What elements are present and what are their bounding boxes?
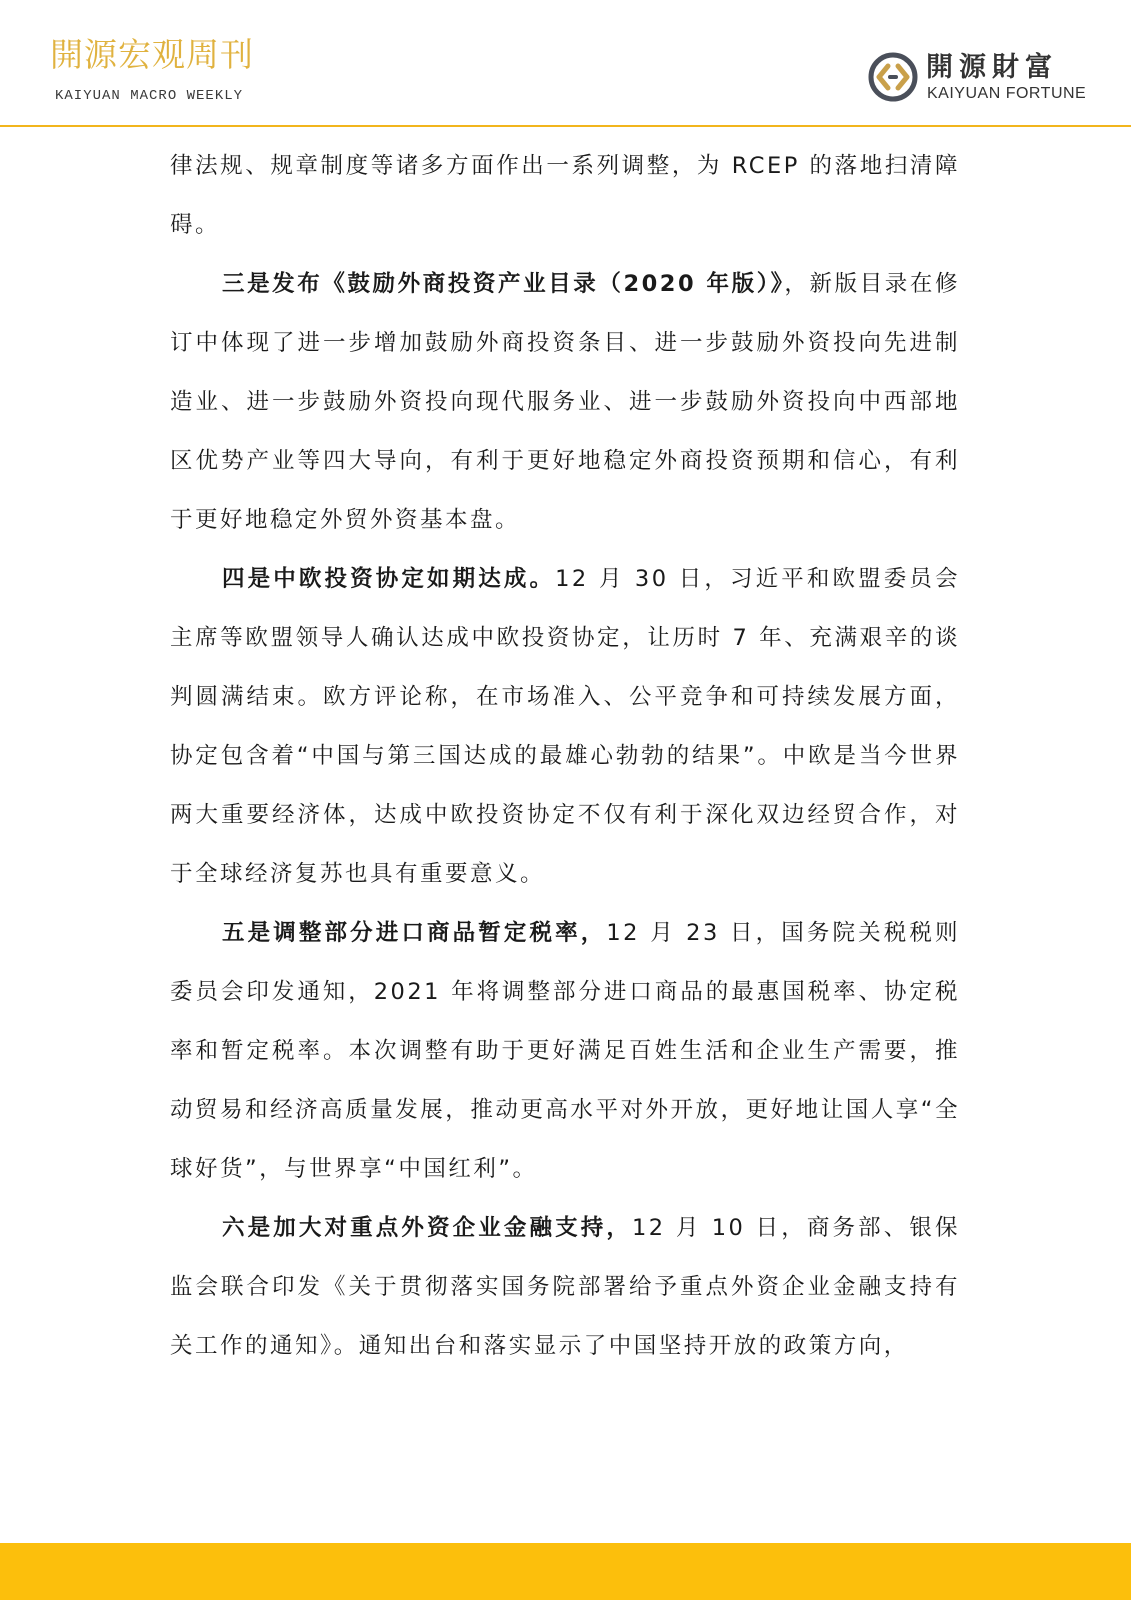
article-body <box>170 137 960 1376</box>
paragraph-text: ，新版目录在修订中体现了进一步增加鼓励外商投资条目、进一步鼓励外资投向先进制造业、进一步鼓励外资投向现代服务业、进一步鼓励外资投向中西部地区优势产业等四大导向，有利于更好地稳定外商投资预期和信心，有利于更好地稳定外贸外资基本盘。 <box>170 271 960 533</box>
logo-name-en: KAIYUAN FORTUNE <box>927 85 1087 102</box>
logo-name-cn: 開源財富 <box>926 52 1058 83</box>
paragraph-text: 12 月 10 日，商务部、银保监会联合印发《关于贯彻落实国务院部署给予重点外资企业金融支持有关工作的通知》。通知出台和落实显示了中国坚持开放的政策方向， <box>170 1215 960 1359</box>
paragraph-lead: 五是调整部分进口商品暂定税率， <box>222 920 607 946</box>
paragraph-item-4 <box>170 550 960 904</box>
footer-band <box>0 1543 1131 1600</box>
paragraph-text: 律法规、规章制度等诸多方面作出一系列调整，为 RCEP 的落地扫清障碍。 <box>170 153 960 238</box>
kaiyuan-logo <box>868 52 1088 108</box>
page-header <box>0 0 1131 128</box>
header-divider <box>0 125 1131 127</box>
paragraph-lead: 四是中欧投资协定如期达成。 <box>222 566 556 592</box>
paragraph-item-5 <box>170 904 960 1199</box>
paragraph-continuation <box>170 137 960 255</box>
paragraph-text: 12 月 30 日，习近平和欧盟委员会主席等欧盟领导人确认达成中欧投资协定，让历时 7 年、充满艰辛的谈判圆满结束。欧方评论称，在市场准入、公平竞争和可持续发展方面，协定包含着“中国与第三国达成的最雄心勃勃的结果”。中欧是当今世界两大重要经济体，达成中欧投资协定不仅有利于深化双边经贸合作，对于全球经济复苏也具有重要意义。 <box>170 566 960 887</box>
brand-title-cn: 開源宏观周刊 <box>50 35 254 74</box>
paragraph-lead: 六是加大对重点外资企业金融支持， <box>222 1215 632 1241</box>
paragraph-item-6 <box>170 1199 960 1376</box>
kaiyuan-logo-icon <box>868 52 918 102</box>
paragraph-text: 12 月 23 日，国务院关税税则委员会印发通知，2021 年将调整部分进口商品的最惠国税率、协定税率和暂定税率。本次调整有助于更好满足百姓生活和企业生产需要，推动贸易和经济高质量发展，推动更高水平对外开放，更好地让国人享“全球好货”，与世界享“中国红利”。 <box>170 920 960 1182</box>
paragraph-lead: 三是发布《鼓励外商投资产业目录（2020 年版）》 <box>222 271 785 297</box>
paragraph-item-3 <box>170 255 960 550</box>
brand-title-en: KAIYUAN MACRO WEEKLY <box>55 88 244 104</box>
